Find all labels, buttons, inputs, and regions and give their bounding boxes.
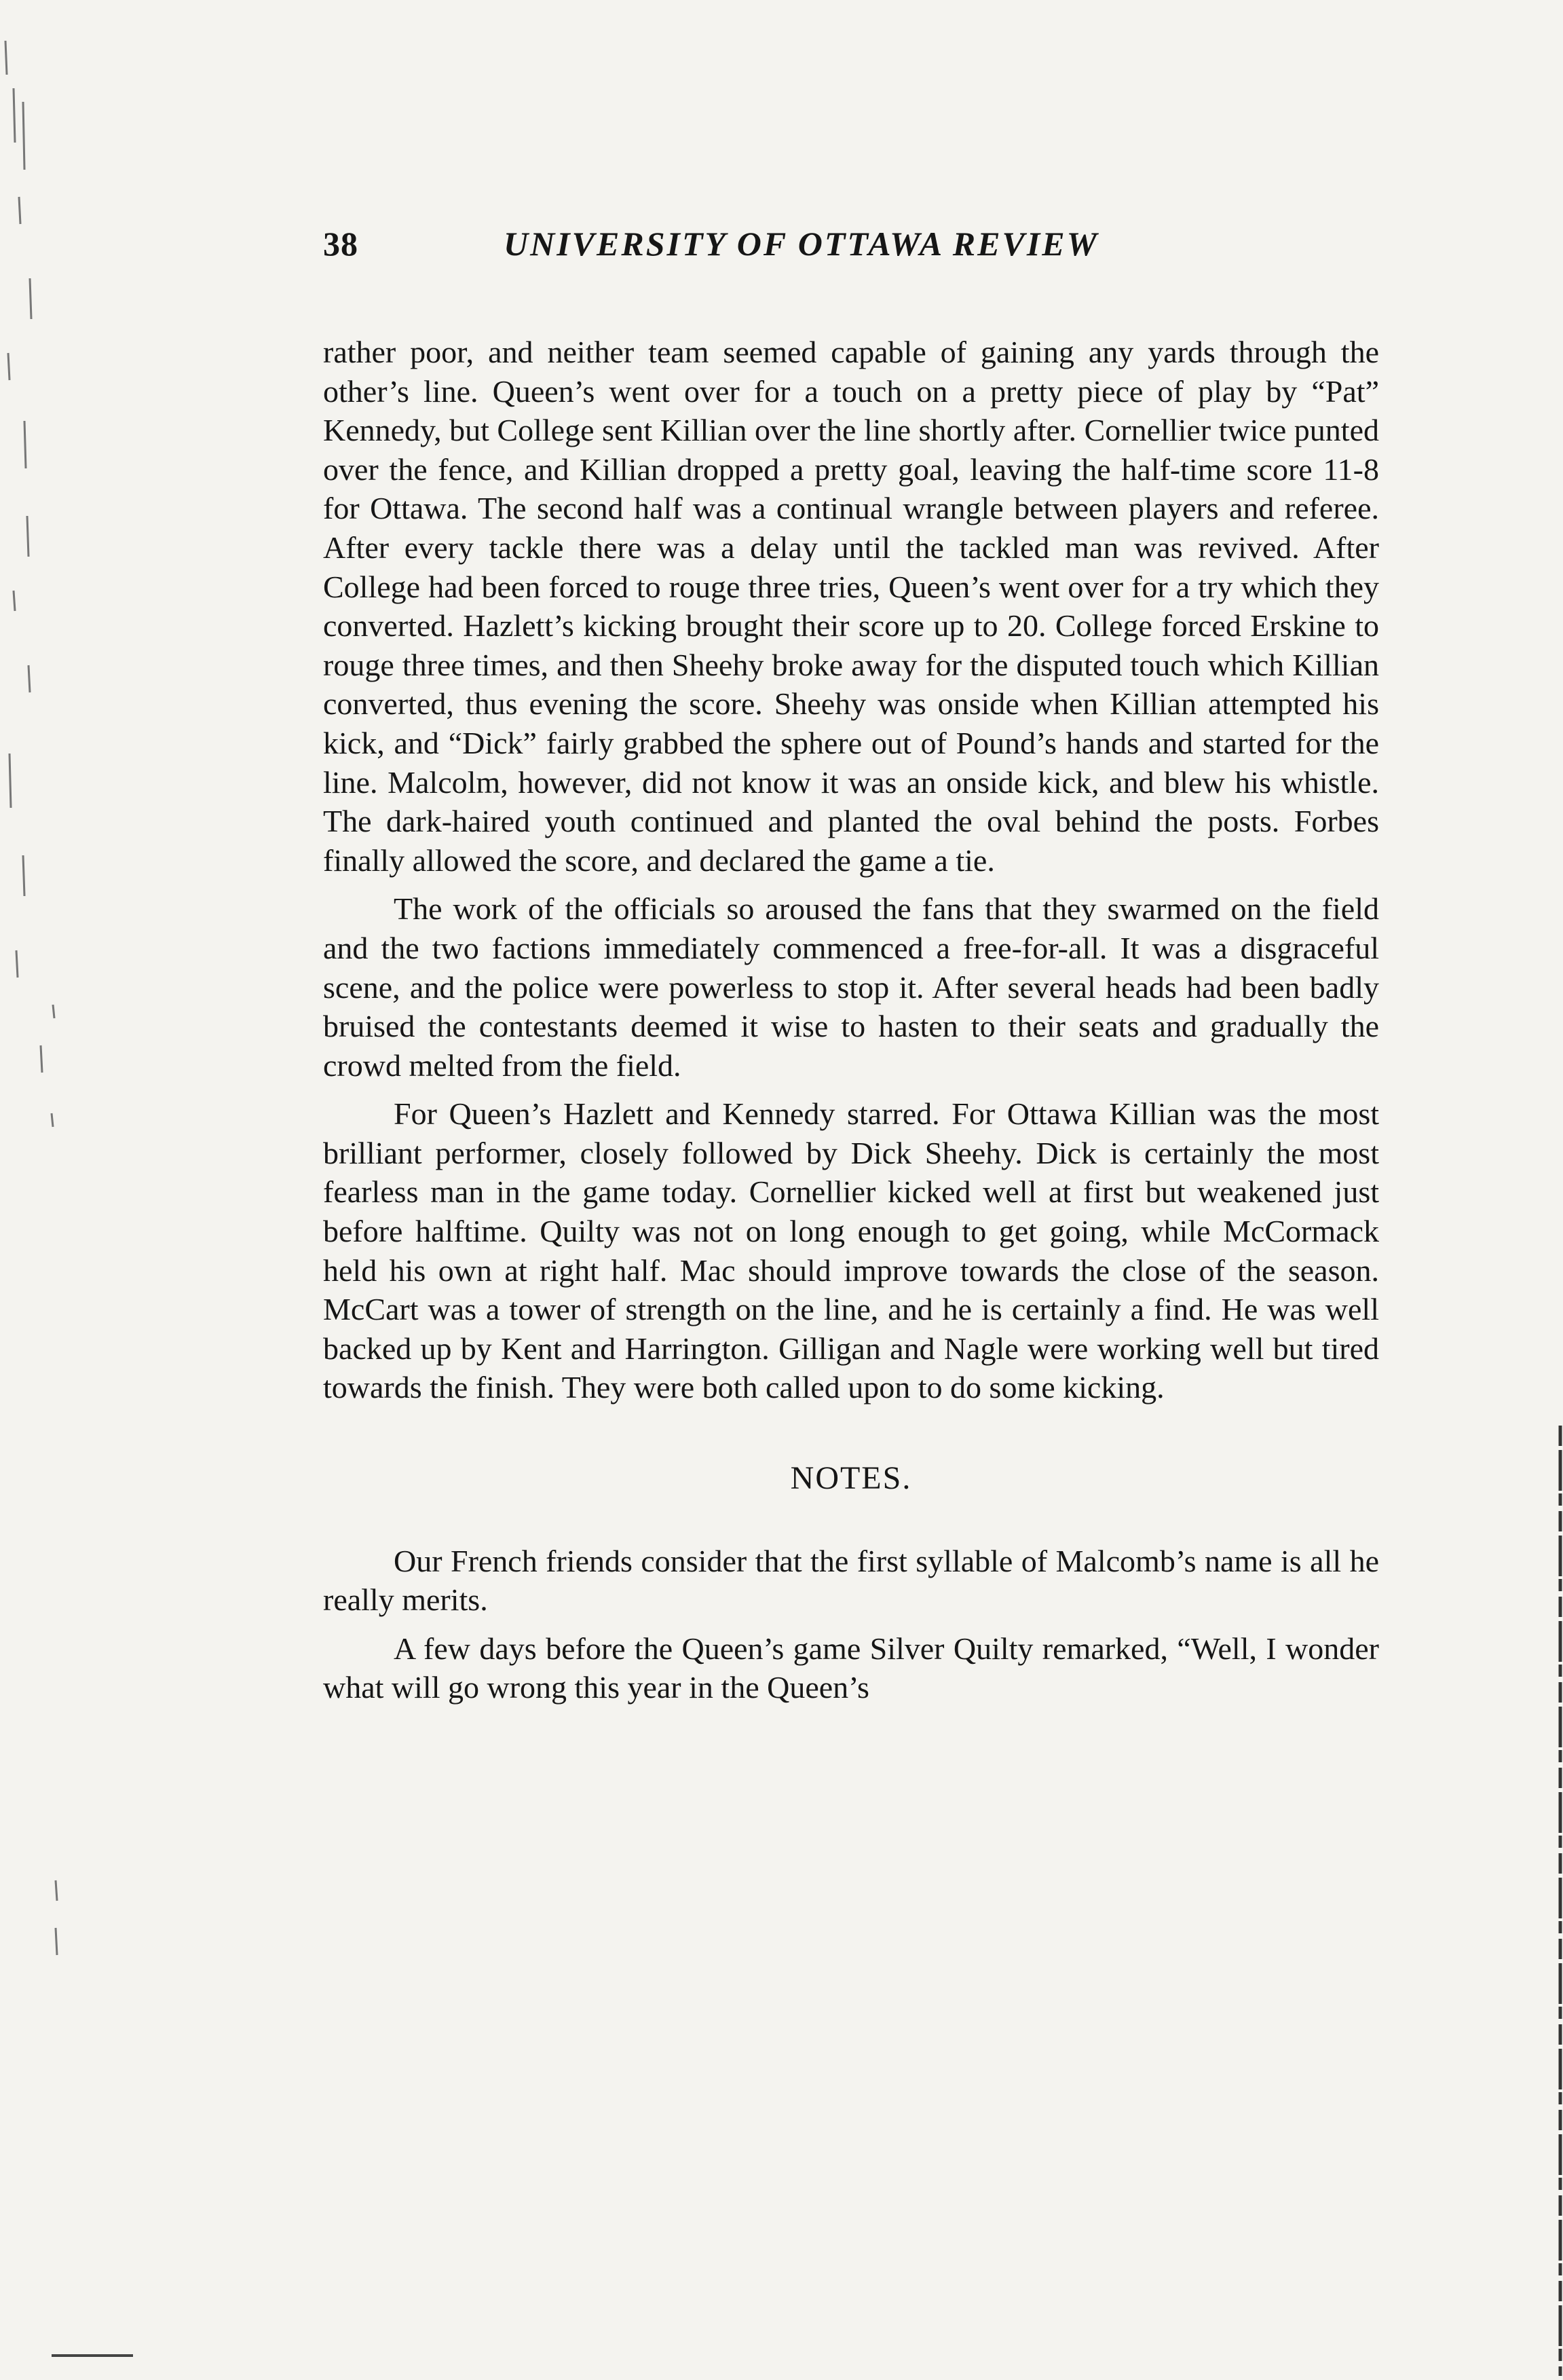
paragraph-continued: rather poor, and neither team seemed capable of gaining any yards through the other’s line. Queen’s went over for a touch on a pretty piece of play by “Pat” Kennedy, but College sent Killian over the line shortly after. Cornellier twice punted over the fence, and Killian dropped a pretty goal, leaving the half-time score 11-8 for Ottawa. The second half was a continual wrangle between players and referee. After every tackle there was a delay until the tackled man was revived. After College had been forced to rouge three tries, Queen’s went over for a try which they converted. Hazlett’s kicking brought their score up to 20. College forced Erskine to rouge three times, and then Sheehy broke away for the disputed touch which Killian converted, thus evening the score. Sheehy was onside when Killian attempted his kick, and “Dick” fairly grabbed the sphere out of Pound’s hands and started for the line. Malcolm, however, did not know it was an onside kick, and blew his whistle. The dark-haired youth continued and planted the oval behind the posts. Forbes finally allowed the score, and declared the game a tie. <box>323 335 1379 878</box>
paragraph-players: For Queen’s Hazlett and Kennedy starred. For Ottawa Killian was the most brilliant performer, closely followed by Dick Sheehy. Dick is certainly the most fearless man in the game today. Cornellier kicked well at first but weakened just before halftime. Quilty was not on long enough to get going, while McCormack held his own at right half. Mac should improve towards the close of the season. McCart was a tower of strength on the line, and he is certainly a find. He was well backed up by Kent and Harrington. Gilligan and Nagle were working well but tired towards the finish. They were both called upon to do some kicking. <box>323 1096 1379 1405</box>
left-margin-scan-marks <box>0 0 81 2380</box>
page-header <box>323 224 1382 278</box>
footer-scan-mark <box>52 2354 133 2357</box>
page-number: 38 <box>323 225 358 263</box>
paragraph-officials: The work of the officials so aroused the fans that they swarmed on the field and the two factions immediately commenced a free-for-all. It was a disgraceful scene, and the police were powerless to stop it. After several heads had been badly bruised the contestants deemed it wise to hasten to their seats and gradually the crowd melted from the field. <box>323 891 1379 1083</box>
right-edge-scan-border <box>1558 1426 1563 2376</box>
article-body <box>323 333 1379 1707</box>
notes-paragraph: Our French friends consider that the first syllable of Malcomb’s name is all he really merits. <box>323 1543 1379 1618</box>
notes-heading: NOTES. <box>790 1460 912 1497</box>
running-head: UNIVERSITY OF OTTAWA REVIEW <box>504 225 1099 263</box>
notes-paragraph: A few days before the Queen’s game Silver Quilty remarked, “Well, I wonder what will go wrong this year in the Queen’s <box>323 1631 1379 1705</box>
